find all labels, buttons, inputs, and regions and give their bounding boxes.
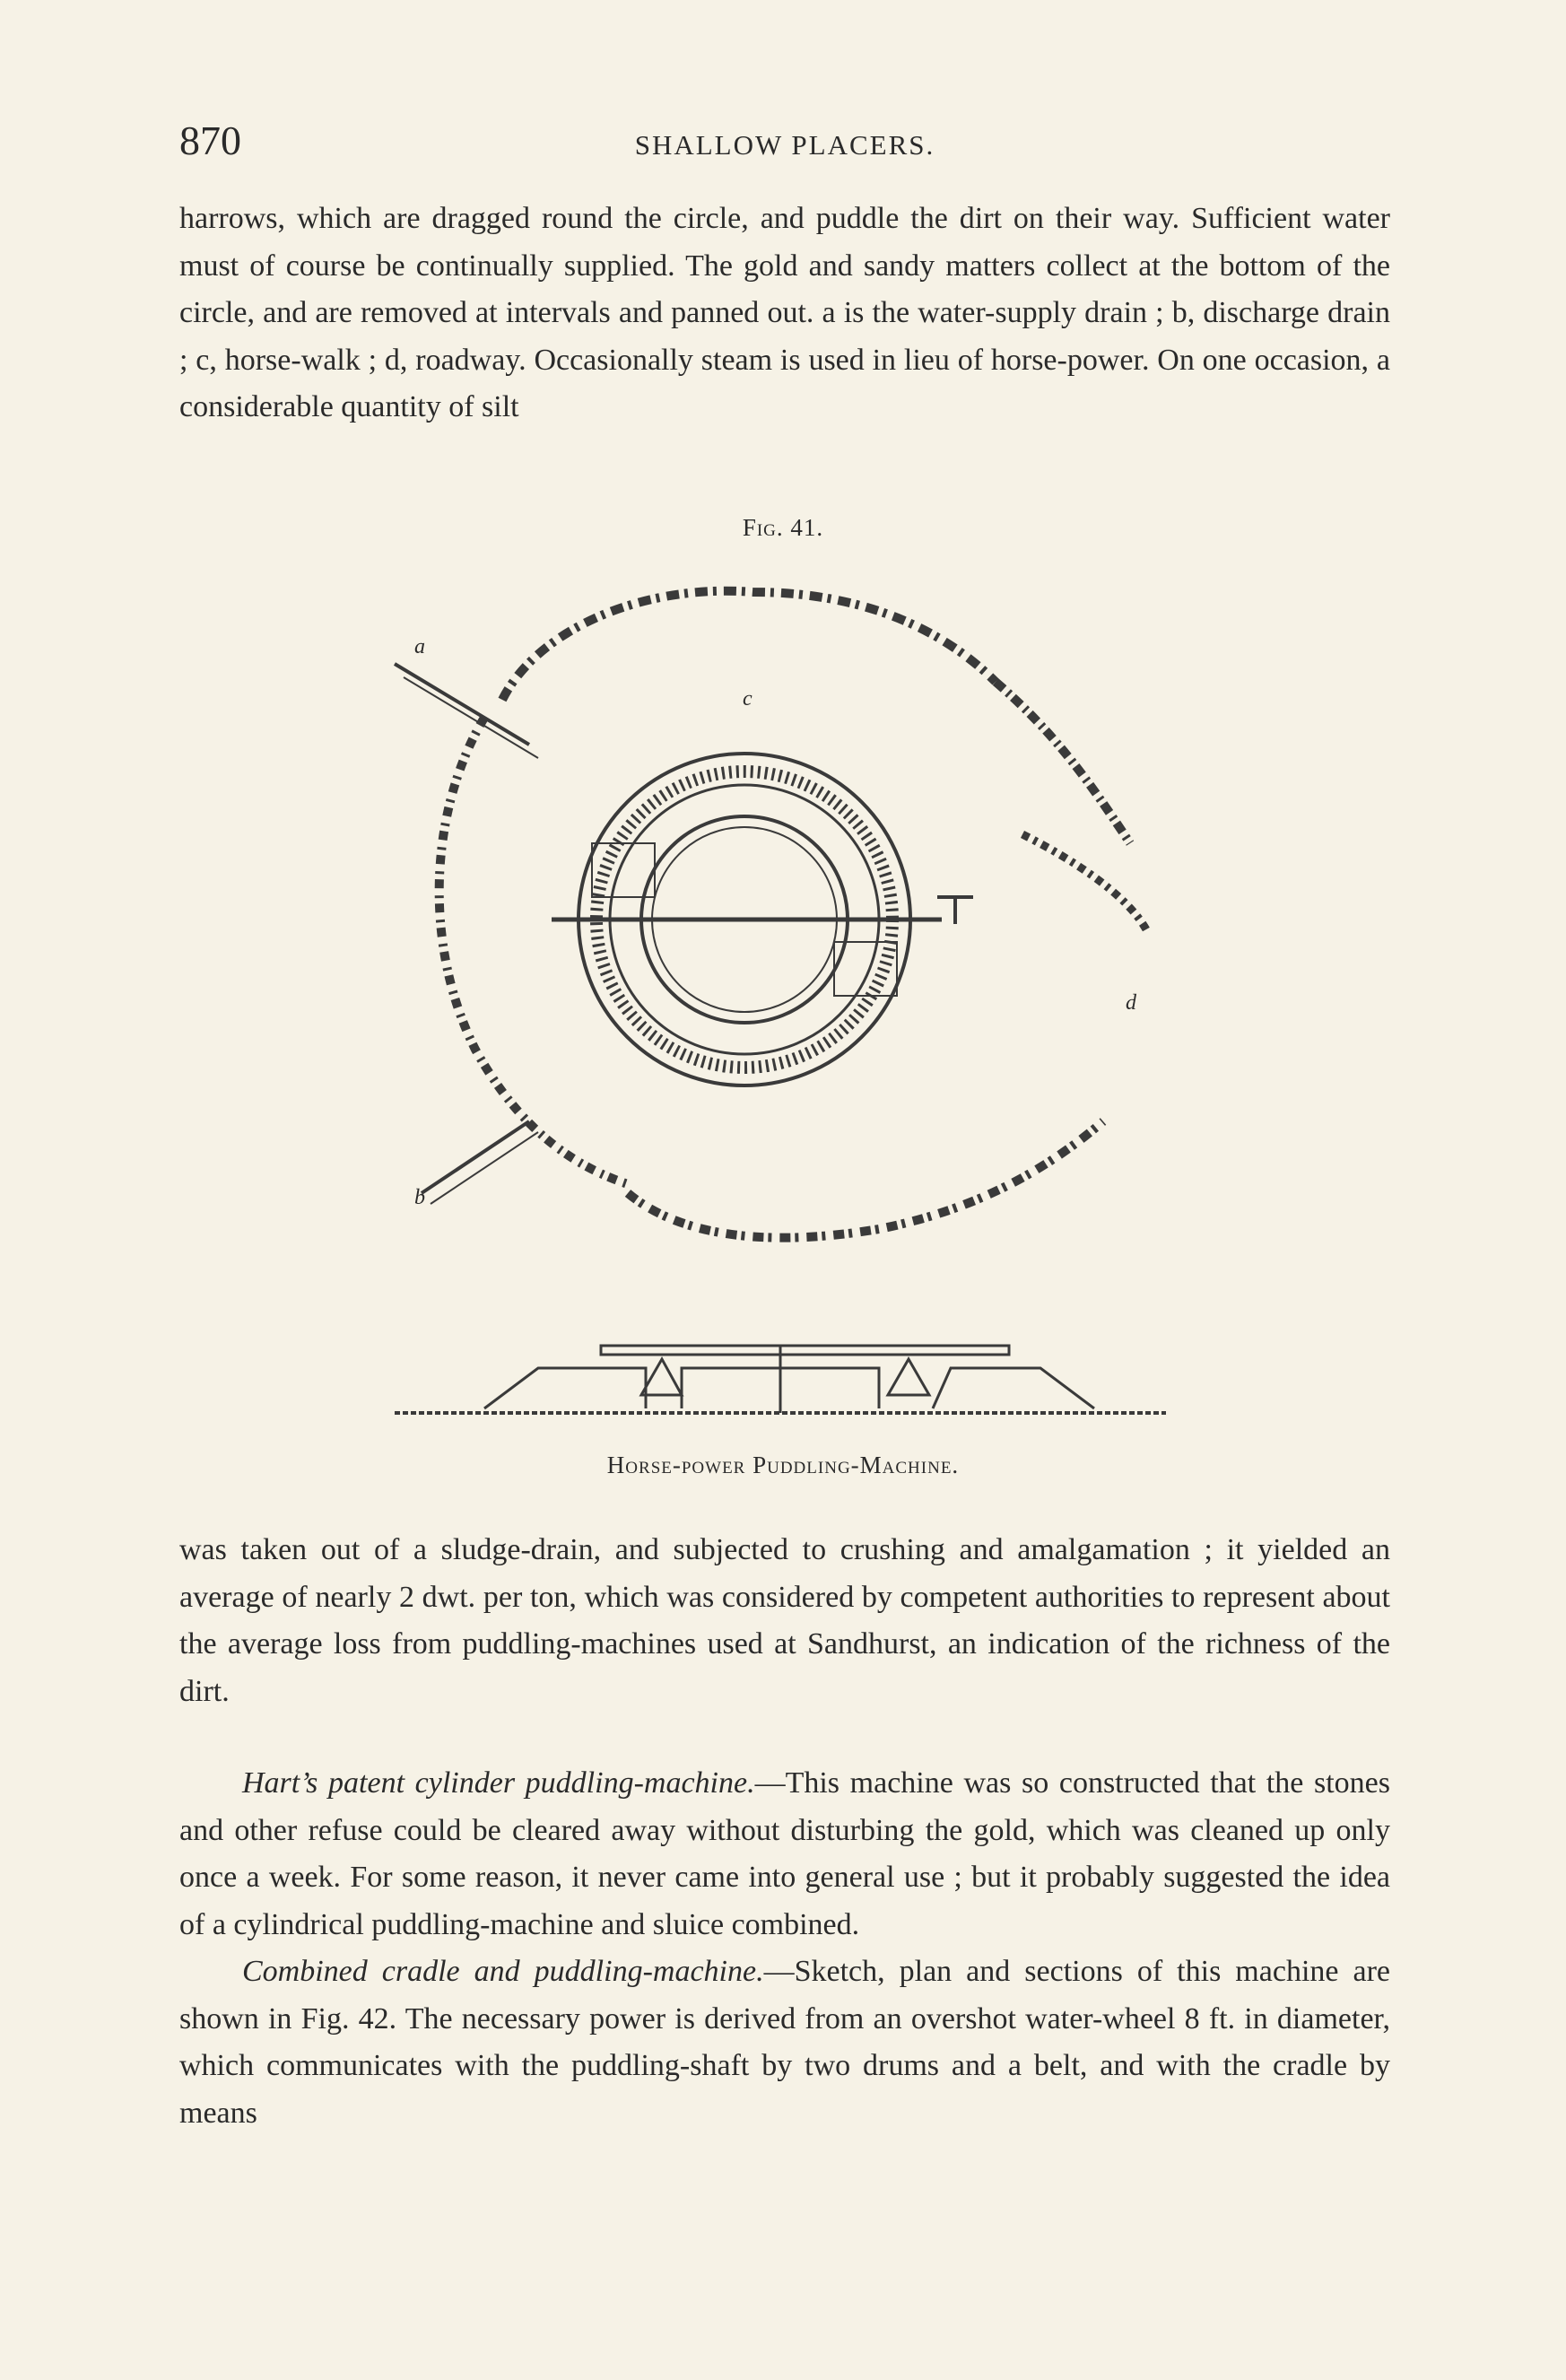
- figure-label: Fig. 41.: [742, 514, 824, 541]
- paragraph-3: [179, 1760, 1390, 1948]
- letter-a: a: [414, 635, 425, 658]
- paragraph-4: [179, 1948, 1390, 2137]
- section-view: [395, 1346, 1166, 1413]
- letter-c: c: [743, 687, 753, 711]
- paragraph-4-text: —Sketch, plan and sections of this machine are shown in Fig. 42. The necessary power is derived from an overshot water-wheel 8 ft. in diameter, which communicates with the puddling-shaft by two drums and a belt, and with the cradle by means: [179, 1955, 1390, 2130]
- running-head: SHALLOW PLACERS.: [634, 129, 935, 161]
- paragraph-1: harrows, which are dragged round the circle, and puddle the dirt on their way. Sufficient water must of course be continually supplied. The gold and sandy matters collect at the bottom of the circle, and are removed at intervals and panned out. a is the water-supply drain ; b, discharge drain ; c, horse-walk ; d, roadway. Occasionally steam is used in lieu of horse-power. On one occasion, a considerable quantity of silt: [179, 202, 1390, 423]
- paragraph-3-text: —This machine was so constructed that the stones and other refuse could be cleared away without disturbing the gold, which was cleaned up only once a week. For some reason, it never came into general use ; but it probably suggested the idea of a cylindrical puddling-machine and sluice combined.: [179, 1766, 1390, 1941]
- letter-b: b: [414, 1186, 425, 1209]
- figure-caption: Horse-power Puddling-Machine.: [606, 1452, 960, 1478]
- paragraph-4-lead: Combined cradle and puddling-machine.: [242, 1955, 764, 1988]
- embankment: [395, 591, 1148, 1238]
- puddling-ring: [552, 754, 973, 1085]
- page-number: 870: [179, 118, 241, 163]
- paragraph-3-lead: Hart’s patent cylinder puddling-machine.: [242, 1766, 755, 1800]
- paragraph-2: was taken out of a sludge-drain, and subjected to crushing and amalgamation ; it yielded an average of nearly 2 dwt. per ton, which was considered by competent authorities to represent about the average loss from puddling-machines used at Sandhurst, an indication of the richness of the dirt.: [179, 1533, 1390, 1708]
- letter-d: d: [1126, 991, 1136, 1015]
